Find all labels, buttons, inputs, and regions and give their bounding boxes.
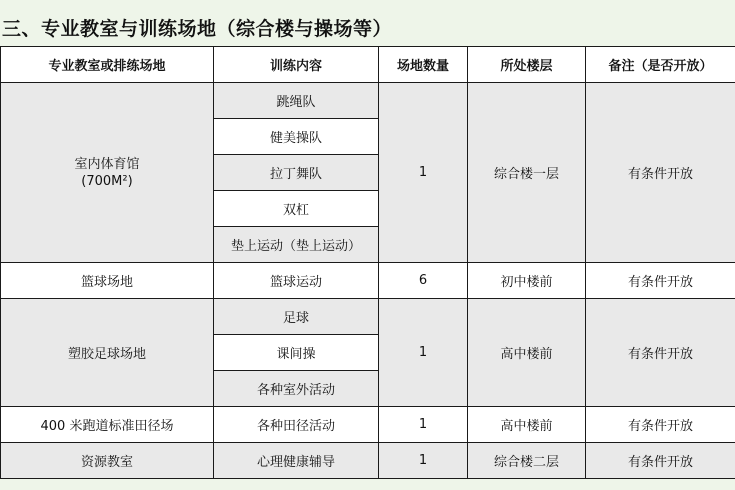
note-cell: 有条件开放 — [586, 443, 735, 479]
venue-cell — [1, 83, 214, 263]
venue-cell: 资源教室 — [1, 443, 214, 479]
floor-cell: 综合楼二层 — [468, 443, 586, 479]
training-item: 垫上运动（垫上运动） — [214, 227, 379, 263]
training-item: 课间操 — [214, 335, 379, 371]
venue-cell: 篮球场地 — [1, 263, 214, 299]
table-row — [1, 443, 735, 479]
count-cell: 1 — [379, 83, 468, 263]
floor-cell: 高中楼前 — [468, 299, 586, 407]
count-cell: 6 — [379, 263, 468, 299]
header-venue: 专业教室或排练场地 — [1, 47, 214, 83]
table-row — [1, 263, 735, 299]
section-title: 三、专业教室与训练场地（综合楼与操场等） — [2, 18, 393, 40]
note-cell: 有条件开放 — [586, 407, 735, 443]
training-item: 心理健康辅导 — [214, 443, 379, 479]
training-item: 健美操队 — [214, 119, 379, 155]
facilities-table — [0, 46, 735, 479]
table-row — [1, 83, 735, 119]
note-cell: 有条件开放 — [586, 263, 735, 299]
table-row — [1, 299, 735, 335]
floor-cell: 高中楼前 — [468, 407, 586, 443]
header-count: 场地数量 — [379, 47, 468, 83]
header-note: 备注（是否开放） — [586, 47, 735, 83]
header-floor: 所处楼层 — [468, 47, 586, 83]
training-item: 篮球运动 — [214, 263, 379, 299]
table-header-row — [1, 47, 735, 83]
training-item: 各种田径活动 — [214, 407, 379, 443]
venue-area: (700M²) — [81, 173, 133, 189]
venue-cell: 400 米跑道标准田径场 — [1, 407, 214, 443]
venue-name: 室内体育馆 — [74, 156, 140, 172]
note-cell: 有条件开放 — [586, 299, 735, 407]
venue-cell: 塑胶足球场地 — [1, 299, 214, 407]
training-item: 双杠 — [214, 191, 379, 227]
training-item: 各种室外活动 — [214, 371, 379, 407]
table-row — [1, 407, 735, 443]
training-item: 足球 — [214, 299, 379, 335]
count-cell: 1 — [379, 407, 468, 443]
floor-cell: 初中楼前 — [468, 263, 586, 299]
header-content: 训练内容 — [214, 47, 379, 83]
count-cell: 1 — [379, 299, 468, 407]
training-item: 跳绳队 — [214, 83, 379, 119]
count-cell: 1 — [379, 443, 468, 479]
training-item: 拉丁舞队 — [214, 155, 379, 191]
floor-cell: 综合楼一层 — [468, 83, 586, 263]
note-cell: 有条件开放 — [586, 83, 735, 263]
